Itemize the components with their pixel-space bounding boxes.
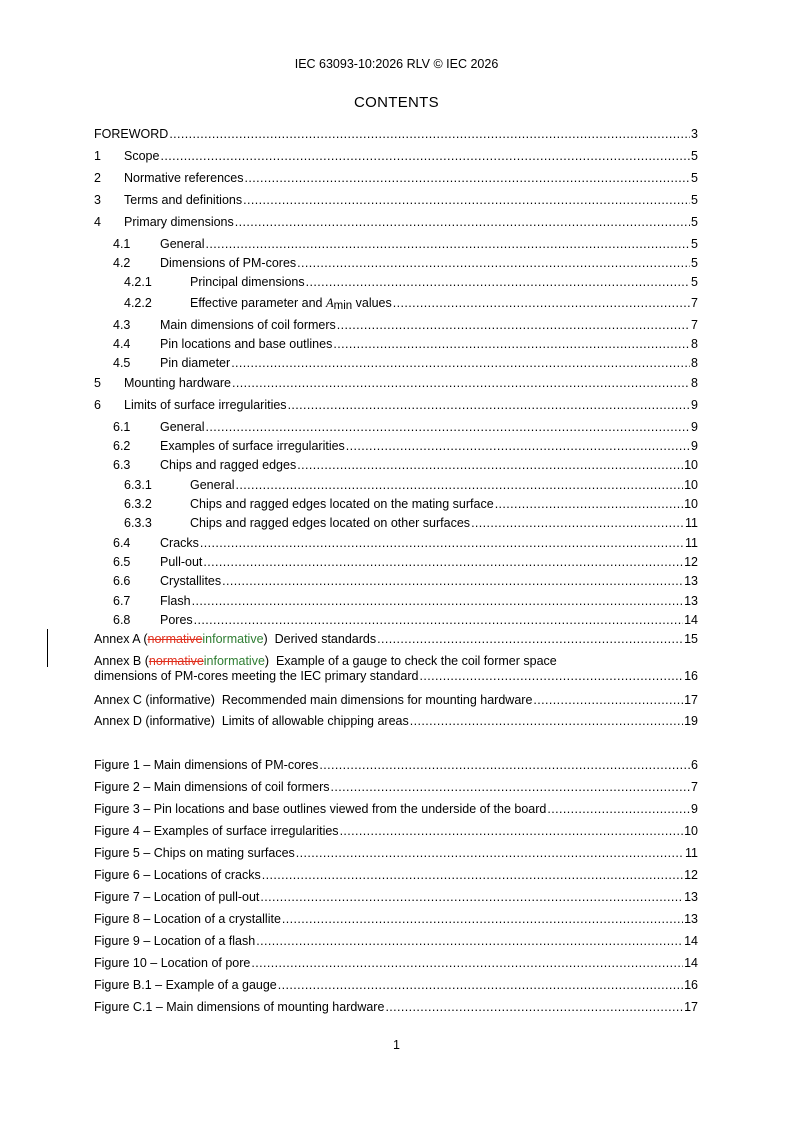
toc-section-number: 6.8: [113, 613, 131, 627]
toc-section-number: 4.5: [113, 356, 131, 370]
toc-page-number: 12: [684, 555, 698, 569]
figure-title: Figure 10 – Location of pore: [94, 956, 251, 970]
toc-entry-4[interactable]: [94, 214, 698, 230]
figure-page-number: 9: [691, 802, 698, 816]
toc-entry-text: Chips and ragged edges located on the mating surface: [190, 497, 494, 511]
toc-entry-4-2-1[interactable]: [94, 274, 698, 290]
toc-entry-text: Pores: [160, 613, 193, 627]
toc-entry-text: General: [160, 237, 205, 251]
toc-entry-foreword[interactable]: [94, 126, 698, 142]
toc-entry-text: Chips and ragged edges located on other surfaces: [190, 516, 471, 530]
figure-page-number: 12: [684, 868, 698, 882]
toc-entry-3[interactable]: [94, 192, 698, 208]
figure-page-number: 7: [691, 780, 698, 794]
toc-page-number: 5: [691, 275, 698, 289]
toc-page-number: 5: [691, 256, 698, 270]
dot-leader: [256, 933, 683, 949]
toc-entry-annex-b-line2[interactable]: [94, 668, 698, 684]
toc-section-number: 4.3: [113, 318, 131, 332]
toc-entry-6-3-3[interactable]: [94, 515, 698, 531]
toc-entry-4-3[interactable]: [94, 317, 698, 333]
dot-leader: [169, 126, 690, 142]
toc-entry-text: Scope: [124, 149, 160, 163]
figure-title: Figure 9 – Location of a flash: [94, 934, 256, 948]
toc-page-number: 9: [691, 420, 698, 434]
toc-page-number: 5: [691, 171, 698, 185]
toc-entry-text: Crystallites: [160, 574, 222, 588]
toc-section-number: 6.3.2: [124, 497, 152, 511]
figure-list-entry[interactable]: [94, 779, 698, 795]
toc-page-number: 10: [684, 478, 698, 492]
toc-page-number: 7: [691, 318, 698, 332]
toc-entry-text: Terms and definitions: [124, 193, 243, 207]
figure-page-number: 10: [684, 824, 698, 838]
figure-page-number: 14: [684, 956, 698, 970]
toc-entry-6-6[interactable]: [94, 573, 698, 589]
toc-entry-text: dimensions of PM-cores meeting the IEC primary standard: [94, 669, 419, 683]
dot-leader: [340, 823, 684, 839]
dot-leader: [243, 192, 690, 208]
toc-page-number: 8: [691, 356, 698, 370]
toc-section-number: 6.6: [113, 574, 131, 588]
figure-page-number: 11: [685, 846, 698, 860]
dot-leader: [377, 631, 683, 647]
dot-leader: [331, 779, 691, 795]
toc-section-number: 6: [94, 398, 101, 412]
toc-section-number: 3: [94, 193, 101, 207]
dot-leader: [200, 535, 684, 551]
deleted-text: normative: [147, 632, 203, 646]
toc-entry-text: Main dimensions of coil formers: [160, 318, 336, 332]
document-header: IEC 63093-10:2026 RLV © IEC 2026: [294, 57, 499, 71]
dot-leader: [533, 692, 683, 708]
toc-section-number: 5: [94, 376, 101, 390]
dot-leader: [288, 397, 690, 413]
toc-entry-6-2[interactable]: [94, 438, 698, 454]
dot-leader: [194, 612, 683, 628]
figure-list-entry[interactable]: [94, 933, 698, 949]
toc-section-number: 6.2: [113, 439, 131, 453]
figure-page-number: 14: [684, 934, 698, 948]
toc-entry-text: Pull-out: [160, 555, 203, 569]
dot-leader: [385, 999, 683, 1015]
dot-leader: [419, 668, 683, 684]
toc-entry-annex-a[interactable]: [94, 631, 698, 647]
dot-leader: [160, 148, 690, 164]
toc-page-number: 10: [684, 458, 698, 472]
dot-leader: [319, 757, 690, 773]
dot-leader: [231, 355, 690, 371]
change-bar: [47, 629, 48, 667]
symbol-a: A: [325, 296, 334, 310]
toc-section-number: 4: [94, 215, 101, 229]
toc-entry-text: Annex C (informative) Recommended main dimensions for mounting hardware: [94, 693, 533, 707]
toc-entry-annex-c[interactable]: [94, 692, 698, 708]
toc-section-number: 4.2: [113, 256, 131, 270]
dot-leader: [297, 255, 690, 271]
toc-entry-text: Pin locations and base outlines: [160, 337, 333, 351]
toc-page-number: 8: [691, 376, 698, 390]
toc-section-number: 4.2.1: [124, 275, 152, 289]
figure-list-entry[interactable]: [94, 911, 698, 927]
toc-entry-1[interactable]: [94, 148, 698, 164]
toc-entry-text: General: [160, 420, 205, 434]
figure-page-number: 16: [684, 978, 698, 992]
toc-page-number: 11: [685, 536, 698, 550]
toc-entry-text: Principal dimensions: [190, 275, 305, 289]
annex-title: ) Example of a gauge to check the coil former space: [264, 654, 557, 668]
toc-entry-4-5[interactable]: [94, 355, 698, 371]
annex-prefix: Annex A (: [94, 632, 148, 646]
toc-entry-text: Cracks: [160, 536, 199, 550]
figure-list-entry[interactable]: [94, 999, 698, 1015]
toc-entry-6-3-2[interactable]: [94, 496, 698, 512]
toc-entry-text: Pin diameter: [160, 356, 231, 370]
toc-page-number: 8: [691, 337, 698, 351]
dot-leader: [205, 236, 690, 252]
toc-section-number: 1: [94, 149, 101, 163]
dot-leader: [410, 713, 683, 729]
toc-page-number: 9: [691, 398, 698, 412]
toc-entry-4-2-2[interactable]: [94, 295, 698, 311]
dot-leader: [346, 438, 690, 454]
toc-entry-4-4[interactable]: [94, 336, 698, 352]
figure-title: Figure 2 – Main dimensions of coil formers: [94, 780, 330, 794]
toc-page-number: 7: [691, 296, 698, 310]
toc-entry-text: [190, 295, 392, 312]
figure-list-entry[interactable]: [94, 823, 698, 839]
figure-list-entry[interactable]: [94, 889, 698, 905]
dot-leader: [192, 593, 684, 609]
toc-entry-text: [94, 631, 376, 647]
toc-section-number: 6.3: [113, 458, 131, 472]
toc-entry-6-1[interactable]: [94, 419, 698, 435]
toc-section-number: 6.3.3: [124, 516, 152, 530]
dot-leader: [260, 889, 683, 905]
toc-section-number: 4.4: [113, 337, 131, 351]
toc-section-number: 6.3.1: [124, 478, 152, 492]
dot-leader: [203, 554, 683, 570]
inserted-text: informative: [203, 654, 265, 668]
toc-entry-text: Limits of surface irregularities: [124, 398, 287, 412]
figure-list-entry[interactable]: [94, 955, 698, 971]
figure-page-number: 6: [691, 758, 698, 772]
toc-entry-text-part: Effective parameter and: [190, 296, 326, 310]
figure-page-number: 13: [684, 912, 698, 926]
toc-entry-6-4[interactable]: [94, 535, 698, 551]
toc-entry-6-3[interactable]: [94, 457, 698, 473]
toc-page-number: 14: [684, 613, 698, 627]
figure-title: Figure 5 – Chips on mating surfaces: [94, 846, 295, 860]
symbol-subscript: min: [333, 300, 353, 312]
toc-entry-2[interactable]: [94, 170, 698, 186]
page-title: CONTENTS: [354, 94, 439, 111]
dot-leader: [337, 317, 690, 333]
toc-section-number: 6.1: [113, 420, 131, 434]
figure-list-entry[interactable]: [94, 801, 698, 817]
toc-entry-6-8[interactable]: [94, 612, 698, 628]
toc-entry-text: Examples of surface irregularities: [160, 439, 345, 453]
toc-page-number: 5: [691, 215, 698, 229]
toc-entry-4-2[interactable]: [94, 255, 698, 271]
figure-list-entry[interactable]: [94, 845, 698, 861]
page-number: 1: [393, 1038, 400, 1052]
dot-leader: [495, 496, 683, 512]
dot-leader: [205, 419, 690, 435]
annex-title: ) Derived standards: [263, 632, 377, 646]
toc-entry-text: Chips and ragged edges: [160, 458, 297, 472]
toc-page-number: 16: [684, 669, 698, 683]
toc-entry-text: FOREWORD: [94, 127, 169, 141]
toc-page-number: 15: [684, 632, 698, 646]
toc-page-number: 5: [691, 193, 698, 207]
figure-title: Figure 3 – Pin locations and base outlines viewed from the underside of the board: [94, 802, 547, 816]
toc-entry-text: Dimensions of PM-cores: [160, 256, 297, 270]
figure-title: Figure B.1 – Example of a gauge: [94, 978, 277, 992]
toc-entry-text: General: [190, 478, 235, 492]
toc-entry-text: Normative references: [124, 171, 244, 185]
figure-page-number: 17: [684, 1000, 698, 1014]
toc-page-number: 9: [691, 439, 698, 453]
figure-title: Figure 7 – Location of pull-out: [94, 890, 260, 904]
figure-list-entry[interactable]: [94, 867, 698, 883]
toc-entry-5[interactable]: [94, 375, 698, 391]
figure-list-entry[interactable]: [94, 977, 698, 993]
toc-page-number: 13: [684, 574, 698, 588]
toc-section-number: 2: [94, 171, 101, 185]
toc-entry-6[interactable]: [94, 397, 698, 413]
toc-page-number: 10: [684, 497, 698, 511]
toc-entry-text: Flash: [160, 594, 191, 608]
toc-entry-annex-d[interactable]: [94, 713, 698, 729]
figure-list-entry[interactable]: [94, 757, 698, 773]
toc-page-number: 17: [684, 693, 698, 707]
dot-leader: [547, 801, 690, 817]
figure-title: Figure 1 – Main dimensions of PM-cores: [94, 758, 319, 772]
toc-page-number: 5: [691, 149, 698, 163]
dot-leader: [222, 573, 683, 589]
toc-entry-6-7[interactable]: [94, 593, 698, 609]
toc-entry-6-3-1[interactable]: [94, 477, 698, 493]
dot-leader: [393, 295, 690, 311]
figure-title: Figure 4 – Examples of surface irregularities: [94, 824, 339, 838]
toc-section-number: 4.1: [113, 237, 131, 251]
dot-leader: [282, 911, 683, 927]
deleted-text: normative: [148, 654, 204, 668]
toc-page-number: 13: [684, 594, 698, 608]
toc-page-number: 3: [691, 127, 698, 141]
dot-leader: [297, 457, 683, 473]
toc-section-number: 6.5: [113, 555, 131, 569]
toc-entry-4-1[interactable]: [94, 236, 698, 252]
toc-section-number: 6.7: [113, 594, 131, 608]
dot-leader: [471, 515, 684, 531]
toc-entry-text-part: values: [352, 296, 392, 310]
figure-page-number: 13: [684, 890, 698, 904]
dot-leader: [245, 170, 691, 186]
figure-title: Figure C.1 – Main dimensions of mounting hardware: [94, 1000, 385, 1014]
toc-entry-annex-b-line1[interactable]: [94, 653, 698, 669]
dot-leader: [232, 375, 690, 391]
toc-page-number: 19: [684, 714, 698, 728]
figure-title: Figure 6 – Locations of cracks: [94, 868, 261, 882]
toc-entry-text: Primary dimensions: [124, 215, 234, 229]
dot-leader: [235, 477, 683, 493]
inserted-text: informative: [202, 632, 264, 646]
dot-leader: [251, 955, 683, 971]
toc-page-number: 11: [685, 516, 698, 530]
toc-entry-text: Mounting hardware: [124, 376, 232, 390]
toc-section-number: 4.2.2: [124, 296, 152, 310]
dot-leader: [262, 867, 683, 883]
dot-leader: [278, 977, 683, 993]
toc-section-number: 6.4: [113, 536, 131, 550]
toc-entry-6-5[interactable]: [94, 554, 698, 570]
toc-page-number: 5: [691, 237, 698, 251]
dot-leader: [235, 214, 690, 230]
dot-leader: [296, 845, 684, 861]
figure-title: Figure 8 – Location of a crystallite: [94, 912, 281, 926]
dot-leader: [333, 336, 690, 352]
toc-entry-text: Annex D (informative) Limits of allowable chipping areas: [94, 714, 409, 728]
dot-leader: [306, 274, 690, 290]
annex-prefix: Annex B (: [94, 654, 149, 668]
